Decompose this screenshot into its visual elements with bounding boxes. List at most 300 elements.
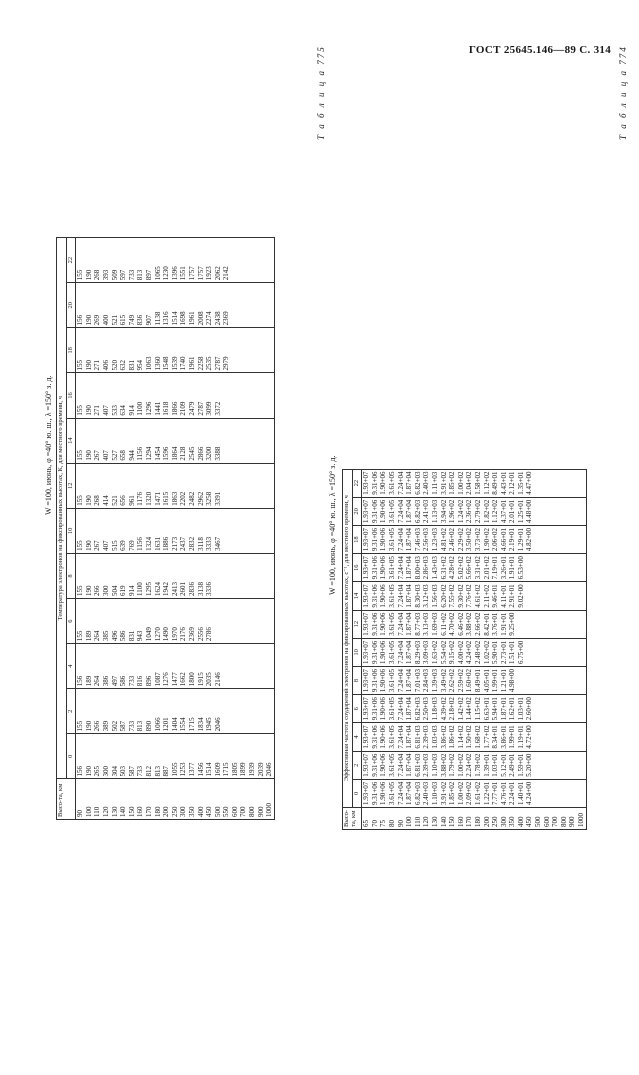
data-cell: 2.09+02 [465,781,474,805]
data-cell: 1230 [162,266,171,281]
data-cell [231,556,240,596]
data-cell: 4.43+01 [499,471,508,495]
data-cell: 896 [144,675,153,687]
data-cell: 1886 [162,536,171,551]
data-cell [560,641,569,664]
data-cell: 1.00+02 [456,781,465,805]
data-cell [543,669,552,692]
data-cell [534,669,543,692]
data-cell: 1.93+07 [362,640,371,664]
data-cell: 1156 [136,446,145,461]
data-cell: 1.18+03 [430,697,439,721]
data-cell: 2601 [179,582,188,596]
data-cell: 6.20+02 [439,584,448,608]
data-cell [543,556,552,579]
data-cell: 9.15+02 [448,640,457,664]
data-cell: 639 [119,540,128,551]
column-header: 4 [66,644,76,689]
data-cell: 1.93+07 [362,556,371,580]
data-cell: 587 [119,720,128,732]
data-cell: 5.66+02 [465,556,474,580]
data-cell: 7.24+04 [396,781,405,805]
data-cell: 190 [84,585,93,596]
data-cell: 2.73+01 [499,640,508,664]
data-cell: 3333 [205,536,214,551]
data-cell: 4.82+00 [525,527,534,552]
data-cell: 1.90+06 [379,584,388,608]
data-cell [568,528,577,551]
data-cell: 6.81+03 [413,725,422,749]
data-cell: 3.50+02 [465,527,474,552]
data-cell: 2438 [213,311,222,326]
data-cell: 155 [76,405,85,416]
data-cell: 190 [84,314,93,326]
data-cell: 1.21+01 [499,668,508,693]
data-cell: 1.59+01 [516,753,525,777]
data-cell: 2962 [196,491,205,506]
data-cell: 1.87+04 [405,753,414,777]
data-cell: 1.02+02 [482,640,491,664]
data-cell [577,669,586,692]
data-cell: 1.12+02 [491,499,500,523]
data-cell: 3.91+02 [439,781,448,805]
data-cell [239,285,248,325]
data-cell: 6.46+02 [456,612,465,636]
data-cell: 3.88+02 [439,753,448,777]
data-cell: 9.31+06 [370,556,379,580]
data-cell: 190 [84,720,93,732]
data-cell [239,466,248,506]
data-cell: 1.11+03 [430,471,439,495]
data-cell: 733 [127,675,136,687]
data-cell: 7.46+03 [413,527,422,552]
data-cell [543,697,552,720]
data-cell: 9.02+00 [516,584,525,608]
data-cell: 887 [162,765,171,777]
data-cell: 1615 [162,491,171,506]
data-cell: 2.39+03 [422,725,431,749]
data-cell: 1.03+01 [491,753,500,777]
data-cell [222,691,231,731]
data-cell: 4.76+01 [499,781,508,805]
table-775-title: W =100, июнь, φ =40° ю. ш., λ =150° з. д. [328,455,337,595]
data-cell: 3336 [205,582,214,596]
data-cell: 1.87+04 [405,697,414,721]
height-value: 140 [439,816,448,827]
data-cell: 1404 [170,717,179,732]
data-cell [551,697,560,720]
data-cell: 7.77+01 [491,781,500,805]
data-cell [568,613,577,636]
data-cell: 2369 [222,311,231,326]
column-header: 6 [66,599,76,644]
data-cell: 7.24+04 [396,697,405,721]
data-cell [525,556,534,579]
data-cell: 3.26+01 [499,556,508,580]
data-cell: 1049 [144,627,153,642]
height-value: 400 [516,816,525,827]
data-cell: 2836 [187,582,196,596]
column-header: 20 [66,283,76,328]
data-cell: 2369 [187,627,196,642]
data-cell: 587 [127,765,136,777]
data-cell [265,511,274,551]
data-cell: 2142 [222,266,231,281]
data-cell: 5.90+01 [491,640,500,664]
column-header: 4 [352,723,362,751]
data-cell: 1.13+03 [430,499,439,523]
data-cell: 189 [84,675,93,687]
data-cell: 1631 [153,536,162,551]
table-774 [56,237,275,820]
data-cell: 6.75+00 [516,640,525,664]
data-cell [214,601,223,641]
data-cell: 1138 [153,311,162,326]
data-cell: 1.10+03 [430,753,439,777]
data-column [76,553,275,598]
height-value: 500 [213,806,222,817]
column-header: 18 [352,525,362,553]
data-cell: 155 [76,495,85,506]
data-cell: 2.79+02 [473,499,482,523]
data-cell: 2.84+03 [422,668,431,693]
data-cell: 1.58+02 [473,471,482,495]
data-cell: 656 [119,495,128,506]
height-value: 1000 [265,803,274,817]
data-column [76,283,275,328]
column-header: 0 [352,779,362,807]
data-cell: 3391 [213,491,222,506]
data-cell [248,375,257,415]
data-cell: 1715 [187,717,196,732]
data-cell: 1.12+02 [482,471,491,495]
data-cell: 3.09+03 [422,640,431,664]
data-cell [577,500,586,523]
data-cell [257,556,266,596]
height-value: 700 [239,806,248,817]
data-cell: 1915 [196,672,205,687]
data-cell [568,754,577,777]
data-cell [543,754,552,777]
data-cell [551,754,560,777]
data-cell [551,500,560,523]
data-cell: 2545 [187,446,196,461]
height-value: 450 [525,816,534,827]
data-cell: 156 [76,314,85,326]
data-cell: 1618 [162,401,171,416]
data-cell [534,528,543,551]
band-header: Температура электронов на фиксированных высотах, К, для местного времени, ч [57,238,67,779]
data-cell: 1.90+06 [379,697,388,721]
data-cell: 1.42+02 [456,697,465,721]
height-value: 200 [482,816,491,827]
data-cell: 2.01+01 [508,499,517,523]
data-cell: 1.90+06 [379,753,388,777]
height-value: 1000 [577,813,586,827]
data-cell: 2866 [196,446,205,461]
data-cell: 1.99+01 [508,725,517,749]
data-cell: 6.82+03 [413,697,422,721]
data-cell: 8.49+01 [491,471,500,495]
data-cell: 2176 [179,627,188,642]
data-cell: 3.61+05 [387,527,396,552]
data-column [362,723,586,751]
data-cell [248,421,257,461]
data-cell: 2.41+03 [422,499,431,523]
height-value: 900 [568,816,577,827]
data-cell: 1.56+03 [430,584,439,608]
data-cell [577,556,586,579]
data-cell: 9.31+06 [370,781,379,805]
data-cell: 400 [101,314,110,326]
data-cell [525,641,534,664]
data-cell: 1.90+06 [379,527,388,552]
data-cell [239,601,248,641]
data-column [76,328,275,373]
height-value: 130 [430,816,439,827]
data-cell: 2.39+03 [422,753,431,777]
height-value: 160 [136,806,145,817]
data-cell: 3.94+02 [439,499,448,523]
data-cell: 1087 [153,672,162,687]
height-value: 170 [465,816,474,827]
column-header: 12 [66,463,76,508]
data-cell: 9.31+06 [370,527,379,552]
data-cell [577,641,586,664]
data-column [76,463,275,508]
data-cell: 1834 [196,717,205,732]
height-value: 800 [248,806,257,817]
column-header: 8 [66,553,76,598]
height-value: 120 [422,816,431,827]
data-cell: 7.24+04 [396,725,405,749]
data-cell [551,528,560,551]
data-cell [543,500,552,523]
data-column [362,610,586,638]
data-cell: 961 [127,495,136,506]
data-cell [534,584,543,607]
data-column [76,689,275,734]
data-cell: 8.42+01 [482,612,491,636]
data-cell [257,646,266,686]
data-cell: 816 [136,675,145,687]
data-cell: 3467 [213,536,222,551]
data-cell: 1360 [153,356,162,371]
data-cell: 1.93+07 [362,584,371,608]
data-cell: 2.06+02 [491,527,500,552]
data-cell: 2008 [196,311,205,326]
data-cell: 3.86+01 [499,725,508,749]
data-cell: 515 [110,540,119,551]
data-cell: 8.34+01 [491,725,500,749]
data-cell: 1.22+01 [482,781,491,805]
data-cell: 3.61+05 [387,471,396,495]
data-cell: 812 [144,765,153,777]
data-cell: 2274 [205,311,214,326]
data-column [362,779,586,807]
data-cell: 7.24+04 [396,556,405,580]
data-cell [257,240,266,280]
data-cell: 2046 [265,762,274,777]
data-cell: 2109 [179,401,188,416]
data-cell: 2.59+02 [456,668,465,693]
data-cell [257,421,266,461]
data-cell: 4.47+00 [525,471,534,495]
data-cell: 2.46+02 [448,527,457,552]
column-header: 0 [66,734,76,779]
data-cell: 2062 [213,266,222,281]
data-cell [543,472,552,495]
data-cell: 1.50+02 [465,725,474,749]
data-cell: 3.61+05 [387,612,396,636]
data-cell: 1.39+03 [430,668,439,693]
column-header: 16 [66,373,76,418]
data-column [76,734,275,779]
column-header: 18 [66,328,76,373]
data-cell: 3388 [213,446,222,461]
data-cell: 1.87+04 [405,781,414,805]
data-cell [239,691,248,731]
data-cell [257,375,266,415]
data-cell: 1.51+01 [508,640,517,664]
data-cell: 1942 [162,582,171,596]
data-cell: 3138 [196,582,205,596]
data-cell: 2.40+03 [422,781,431,805]
height-value: 600 [230,806,239,817]
data-cell [231,375,240,415]
data-cell: 3.61+05 [387,753,396,777]
height-value: 80 [387,820,396,827]
data-cell: 3.12+03 [422,584,431,608]
height-value: 150 [448,816,457,827]
data-cell: 266 [93,585,102,596]
data-cell: 943 [136,630,145,642]
data-cell: 1.39+01 [482,753,491,777]
data-cell: 3.61+05 [387,640,396,664]
data-cell: 1548 [162,356,171,371]
height-value: 300 [499,816,508,827]
data-cell: 2039 [256,762,265,777]
data-cell [577,528,586,551]
data-cell: 1294 [144,446,153,461]
data-cell: 1757 [187,266,196,281]
data-cell [551,782,560,805]
data-cell: 1065 [153,266,162,281]
data-cell: 1662 [179,672,188,687]
data-cell: 2.60+00 [525,697,534,721]
data-cell: 954 [136,359,145,371]
data-cell [577,725,586,748]
data-cell [534,754,543,777]
data-cell: 264 [93,675,102,687]
data-cell [265,646,274,686]
data-cell: 533 [110,405,119,416]
data-cell [551,472,560,495]
data-cell: 1.62+01 [508,697,517,721]
data-cell: 190 [84,269,93,281]
data-cell [265,601,274,641]
data-cell: 2.48+02 [473,640,482,664]
data-cell: 1176 [136,492,145,506]
data-cell: 2035 [205,672,214,687]
data-cell: 190 [84,495,93,506]
data-cell: 7.24+04 [396,471,405,495]
data-cell [231,330,240,370]
table-775 [342,469,587,830]
data-cell: 733 [127,720,136,732]
data-cell [568,782,577,805]
data-cell: 5.54+02 [439,640,448,664]
data-cell: 155 [76,585,85,596]
data-cell [265,691,274,731]
data-cell [248,240,257,280]
data-cell: 268 [93,495,102,506]
data-cell: 9.31+06 [370,640,379,664]
data-cell: 3372 [213,401,222,416]
data-cell [231,646,240,686]
data-cell: 1.87+04 [405,612,414,636]
data-cell: 496 [110,630,119,642]
data-cell: 831 [127,359,136,371]
height-value: 180 [153,806,162,817]
data-column [76,373,275,418]
data-cell: 1055 [170,762,179,777]
data-cell: 3.61+05 [387,697,396,721]
height-value: 800 [559,816,568,827]
data-cell [560,782,569,805]
data-cell [560,669,569,692]
data-cell [577,472,586,495]
data-cell: 271 [93,405,102,416]
data-cell: 4.11+01 [499,584,508,608]
data-cell [222,646,231,686]
data-cell: 2482 [187,491,196,506]
data-cell [248,466,257,506]
data-cell: 1.87+04 [405,527,414,552]
data-cell: 271 [93,359,102,371]
data-cell: 1596 [162,446,171,461]
data-cell [534,556,543,579]
data-cell: 1.40+01 [516,781,525,805]
data-cell [534,782,543,805]
data-cell [231,466,240,506]
data-cell: 1270 [153,627,162,642]
data-cell [560,556,569,579]
data-cell: 1.87+04 [405,556,414,580]
data-cell: 3.61+05 [387,584,396,608]
data-cell: 1.93+07 [362,753,371,777]
data-cell [265,330,274,370]
data-cell [568,641,577,664]
data-cell: 1.99+01 [491,668,500,693]
data-cell: 907 [144,314,153,326]
data-cell [560,613,569,636]
data-cell: 4.24+00 [525,781,534,805]
data-cell: 586 [119,675,128,687]
data-cell: 2.29+02 [456,527,465,552]
data-cell [577,782,586,805]
data-cell: 1.93+07 [362,527,371,552]
height-value: 900 [256,806,265,817]
data-cell: 1.87+04 [405,499,414,523]
data-cell [534,697,543,720]
data-cell: 7.24+04 [396,640,405,664]
data-cell [222,466,231,506]
data-cell: 4.81+02 [439,527,448,552]
data-cell [248,285,257,325]
data-cell [231,511,240,551]
data-cell: 813 [136,720,145,732]
